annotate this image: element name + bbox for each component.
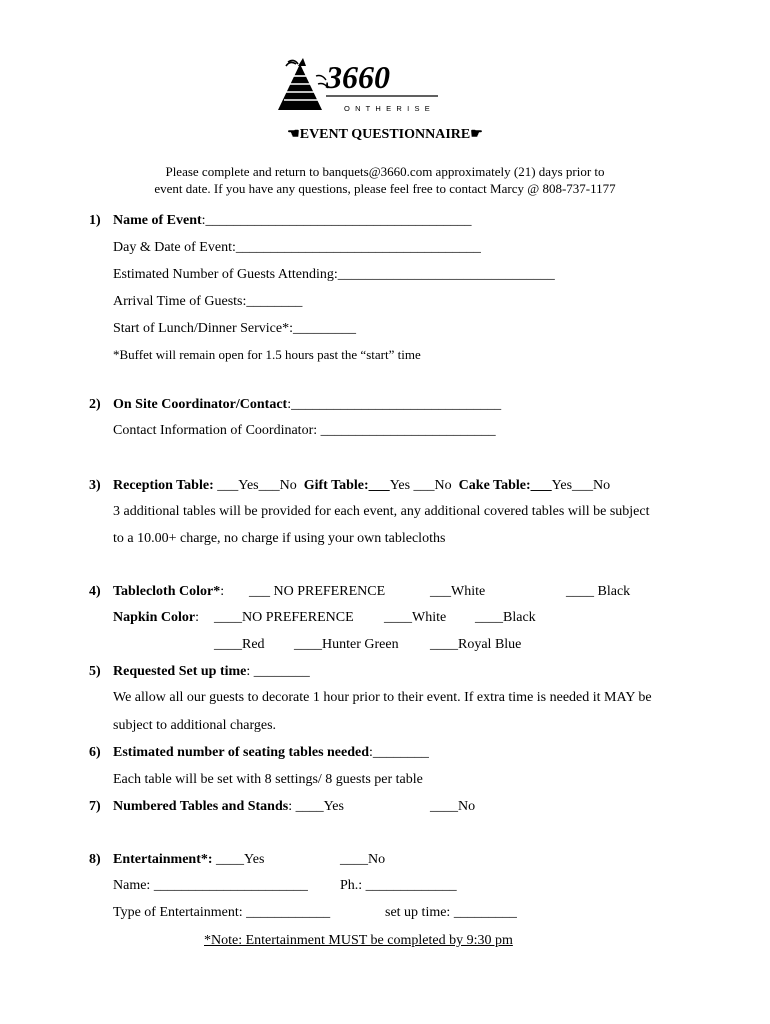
- napkin-option-red[interactable]: ____Red: [214, 637, 265, 652]
- reception-table-label: Reception Table:: [113, 478, 214, 493]
- tablecloth-color-label: Tablecloth Color*:: [113, 584, 225, 599]
- logo-tagline: O N T H E R I S E: [344, 104, 432, 113]
- gift-table-label: Gift Table:___: [303, 478, 390, 493]
- entertainer-name-field[interactable]: Name: ______________________: [113, 878, 308, 893]
- coordinator-label: On Site Coordinator/Contact: [113, 397, 288, 412]
- section-6-number: 6): [89, 745, 101, 760]
- setup-time-field[interactable]: Requested Set up time: ________: [113, 664, 310, 679]
- napkin-color-label: Napkin Color:: [113, 610, 199, 625]
- tablecloth-option-white[interactable]: ___White: [430, 584, 486, 599]
- decorate-note-line-1: We allow all our guests to decorate 1 hour prior to their event. If extra time is needed it MAY be: [113, 690, 652, 705]
- ornament-left-icon: ☚: [287, 127, 300, 142]
- guest-count-field[interactable]: Estimated Number of Guests Attending:_______________________________: [113, 267, 555, 282]
- arrival-time-field[interactable]: Arrival Time of Guests:________: [113, 294, 303, 309]
- section-5-number: 5): [89, 664, 101, 679]
- tablecloth-option-black[interactable]: ____ Black: [566, 584, 631, 599]
- section-2-number: 2): [89, 397, 101, 412]
- entertainment-yes[interactable]: Entertainment*: ____Yes: [113, 852, 265, 867]
- napkin-option-white[interactable]: ____White: [384, 610, 447, 625]
- logo-wordmark: 3660: [326, 59, 390, 95]
- section-8-number: 8): [89, 852, 101, 867]
- tables-options[interactable]: [113, 478, 610, 494]
- section-4-number: 4): [89, 584, 101, 599]
- decorate-note-line-2: subject to additional charges.: [113, 718, 277, 733]
- entertainment-deadline-note: *Note: Entertainment MUST be completed by 9:30 pm: [204, 933, 513, 948]
- mountain-palm-icon: [278, 58, 328, 110]
- seating-tables-field[interactable]: Estimated number of seating tables needed:________: [113, 745, 429, 760]
- cake-table-label: Cake Table:___: [458, 478, 552, 493]
- entertainment-no[interactable]: ____No: [340, 852, 386, 867]
- event-name-field[interactable]: Name of Event:______________________________________: [113, 213, 472, 228]
- buffet-note: *Buffet will remain open for 1.5 hours past the “start” time: [113, 347, 421, 362]
- coordinator-field[interactable]: On Site Coordinator/Contact:______________________________: [113, 397, 502, 412]
- settings-note: Each table will be set with 8 settings/ 8 guests per table: [113, 772, 423, 787]
- setup-time-label: Requested Set up time: [113, 664, 247, 679]
- reception-table-options[interactable]: ___Yes___No: [213, 478, 297, 493]
- entertainer-phone-field[interactable]: Ph.: _____________: [340, 878, 457, 893]
- numbered-tables-no[interactable]: ____No: [430, 799, 476, 814]
- event-name-label: Name of Event: [113, 213, 202, 228]
- 3660-logo: [276, 54, 442, 116]
- entertainment-label: Entertainment*:: [113, 852, 213, 867]
- section-7-number: 7): [89, 799, 101, 814]
- tables-note-line-2: to a 10.00+ charge, no charge if using your own tablecloths: [113, 531, 446, 546]
- entertainment-setup-time-field[interactable]: set up time: _________: [385, 905, 517, 920]
- cake-table-options[interactable]: Yes___No: [551, 478, 611, 493]
- napkin-option-hunter-green[interactable]: ____Hunter Green: [294, 637, 399, 652]
- section-3-number: 3): [89, 478, 101, 493]
- coordinator-contact-field[interactable]: Contact Information of Coordinator: _________________________: [113, 423, 496, 438]
- tables-note-line-1: 3 additional tables will be provided for each event, any additional covered tables will be subject: [113, 504, 650, 519]
- tablecloth-option-no-preference[interactable]: ___ NO PREFERENCE: [249, 584, 386, 599]
- numbered-tables-label: Numbered Tables and Stands: [113, 799, 289, 814]
- intro-line-2: event date. If you have any questions, please feel free to contact Marcy @ 808-737-1177: [154, 181, 616, 196]
- seating-tables-label: Estimated number of seating tables needed: [113, 745, 370, 760]
- napkin-option-black[interactable]: ____Black: [475, 610, 536, 625]
- napkin-option-royal-blue[interactable]: ____Royal Blue: [430, 637, 522, 652]
- service-start-field[interactable]: Start of Lunch/Dinner Service*:_________: [113, 321, 357, 336]
- entertainment-type-field[interactable]: Type of Entertainment: ____________: [113, 905, 331, 920]
- day-date-field[interactable]: Day & Date of Event:___________________________________: [113, 240, 481, 255]
- ornament-right-icon: ☛: [470, 127, 483, 142]
- gift-table-options[interactable]: Yes ___No: [389, 478, 452, 493]
- page-title: ☚EVENT QUESTIONNAIRE☛: [287, 127, 483, 142]
- intro-line-1: Please complete and return to banquets@3660.com approximately (21) days prior to: [165, 164, 605, 179]
- numbered-tables-yes[interactable]: Numbered Tables and Stands: ____Yes: [113, 799, 344, 814]
- section-1-number: 1): [89, 213, 101, 228]
- napkin-option-no-preference[interactable]: ____NO PREFERENCE: [214, 610, 354, 625]
